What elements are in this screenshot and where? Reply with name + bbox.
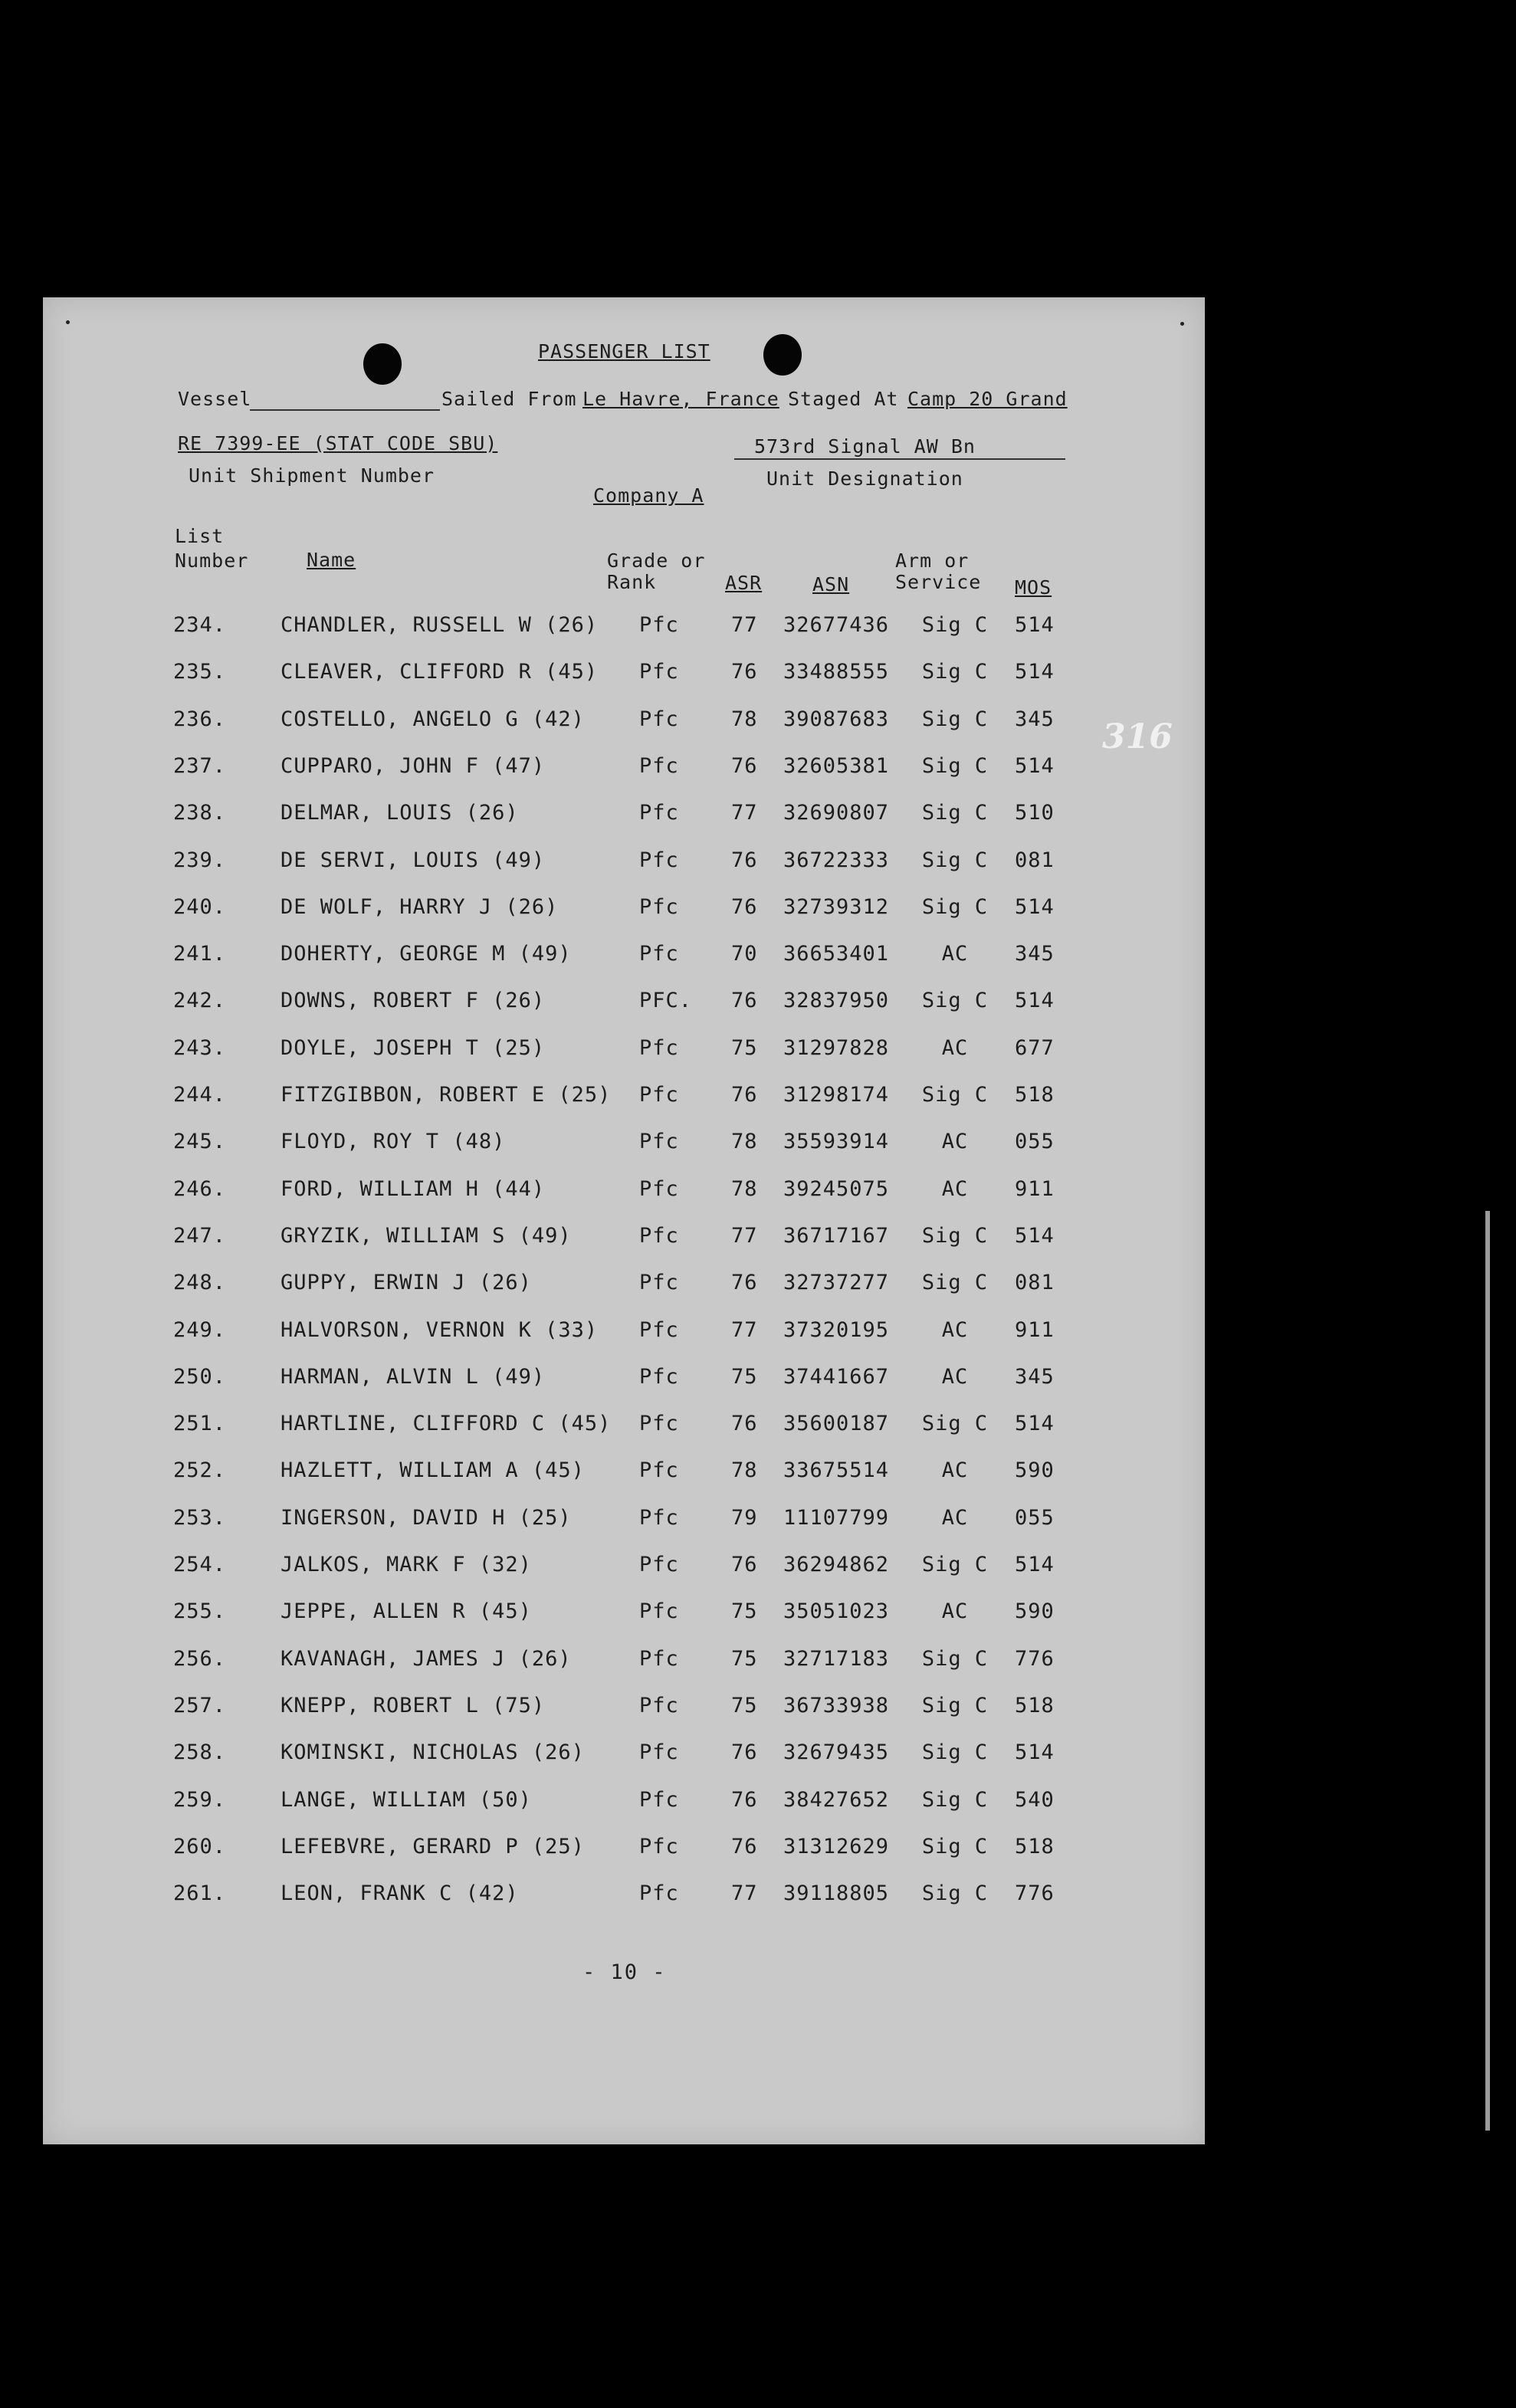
table-row	[43, 1835, 1205, 1873]
mos: 510	[1015, 801, 1055, 825]
passenger-name: JEPPE, ALLEN R (45)	[281, 1599, 532, 1624]
grade: Pfc	[639, 1083, 679, 1107]
arm-service: Sig C	[921, 613, 989, 637]
asn: 36722333	[783, 848, 890, 872]
table-row	[43, 801, 1205, 839]
arm-service: AC	[941, 1458, 969, 1483]
asr: 75	[731, 1693, 758, 1717]
asr: 75	[731, 1035, 758, 1060]
grade: PFC.	[639, 989, 693, 1013]
list-number: 253.	[173, 1505, 227, 1530]
punch-hole	[763, 334, 802, 376]
passenger-name: FITZGIBBON, ROBERT E (25)	[281, 1083, 612, 1107]
list-number: 248.	[173, 1271, 227, 1295]
sailed-from-label: Sailed From	[441, 388, 577, 410]
asn: 38427652	[783, 1787, 890, 1812]
col-header-list-number: List Number	[175, 525, 249, 572]
passenger-name: KOMINSKI, NICHOLAS (26)	[281, 1740, 585, 1765]
arm-service: Sig C	[921, 1881, 989, 1906]
arm-service: Sig C	[921, 1693, 989, 1717]
table-row	[43, 1271, 1205, 1309]
list-number: 257.	[173, 1693, 227, 1717]
passenger-name: DOWNS, ROBERT F (26)	[281, 989, 546, 1013]
mos: 677	[1015, 1035, 1055, 1060]
table-row	[43, 1458, 1205, 1497]
mos: 514	[1015, 660, 1055, 684]
arm-service: Sig C	[921, 894, 989, 919]
asn: 36653401	[783, 942, 890, 966]
passenger-name: CHANDLER, RUSSELL W (26)	[281, 613, 599, 637]
arm-service: AC	[941, 1505, 969, 1530]
page-stamp: 316	[1102, 717, 1173, 756]
asr: 76	[731, 894, 758, 919]
mos: 514	[1015, 613, 1055, 637]
grade: Pfc	[639, 1317, 679, 1342]
asr: 77	[731, 1223, 758, 1248]
passenger-name: LEFEBVRE, GERARD P (25)	[281, 1834, 585, 1858]
table-row	[43, 1083, 1205, 1121]
arm-service: AC	[941, 942, 969, 966]
asn: 37441667	[783, 1364, 890, 1389]
passenger-name: FORD, WILLIAM H (44)	[281, 1176, 546, 1201]
list-number: 238.	[173, 801, 227, 825]
asn: 39087683	[783, 707, 890, 731]
arm-service: Sig C	[921, 1834, 989, 1858]
arm-service: Sig C	[921, 1271, 989, 1295]
arm-service: AC	[941, 1035, 969, 1060]
document-page	[43, 297, 1205, 2144]
list-number: 254.	[173, 1553, 227, 1576]
asr: 76	[731, 660, 758, 684]
col-header-mos: MOS	[1015, 576, 1052, 599]
edge-strip	[1485, 1211, 1490, 2131]
unit-designation-label: Unit Designation	[766, 467, 963, 490]
passenger-name: CLEAVER, CLIFFORD R (45)	[281, 660, 599, 684]
arm-service: AC	[941, 1130, 969, 1154]
page-number: - 10 -	[582, 1960, 667, 1984]
asr: 77	[731, 801, 758, 825]
mos: 081	[1015, 848, 1055, 872]
list-number: 256.	[173, 1646, 227, 1671]
staged-at-label: Staged At	[788, 388, 899, 410]
asr: 75	[731, 1646, 758, 1671]
grade: Pfc	[639, 1881, 679, 1906]
col-header-grade: Grade or Rank	[607, 550, 706, 593]
table-row	[43, 1318, 1205, 1357]
asn: 33488555	[783, 660, 890, 684]
list-number: 249.	[173, 1317, 227, 1342]
asn: 32677436	[783, 613, 890, 637]
asn: 37320195	[783, 1317, 890, 1342]
arm-service: Sig C	[921, 753, 989, 778]
table-row	[43, 1694, 1205, 1732]
grade: Pfc	[639, 707, 679, 731]
speck	[66, 320, 70, 324]
col-header-arm-service: Arm or Service	[895, 550, 982, 593]
table-row	[43, 754, 1205, 792]
grade: Pfc	[639, 1035, 679, 1060]
asr: 78	[731, 1458, 758, 1483]
mos: 518	[1015, 1083, 1055, 1107]
asn: 32679435	[783, 1740, 890, 1765]
mos: 911	[1015, 1176, 1055, 1201]
list-number: 241.	[173, 942, 227, 966]
grade: Pfc	[639, 1130, 679, 1154]
list-number: 259.	[173, 1787, 227, 1812]
passenger-name: DOYLE, JOSEPH T (25)	[281, 1035, 546, 1060]
mos: 514	[1015, 1740, 1055, 1765]
asr: 75	[731, 1599, 758, 1624]
arm-service: AC	[941, 1599, 969, 1624]
grade: Pfc	[639, 801, 679, 825]
asr: 70	[731, 942, 758, 966]
table-row	[43, 660, 1205, 698]
table-row	[43, 707, 1205, 746]
mos: 514	[1015, 989, 1055, 1013]
list-number: 247.	[173, 1223, 227, 1248]
asn: 35600187	[783, 1412, 890, 1436]
vessel-label: Vessel	[178, 388, 252, 410]
table-row	[43, 1553, 1205, 1591]
asr: 75	[731, 1364, 758, 1389]
grade: Pfc	[639, 1223, 679, 1248]
grade: Pfc	[639, 1271, 679, 1295]
arm-service: Sig C	[921, 1553, 989, 1576]
mos: 590	[1015, 1599, 1055, 1624]
asr: 76	[731, 1271, 758, 1295]
mos: 518	[1015, 1834, 1055, 1858]
asn: 36294862	[783, 1553, 890, 1576]
arm-service: AC	[941, 1364, 969, 1389]
mos: 911	[1015, 1317, 1055, 1342]
asn: 32717183	[783, 1646, 890, 1671]
table-row	[43, 1224, 1205, 1262]
punch-hole	[363, 343, 402, 385]
mos: 345	[1015, 707, 1055, 731]
grade: Pfc	[639, 753, 679, 778]
document-title: PASSENGER LIST	[538, 340, 710, 363]
unit-designation-line	[734, 458, 1065, 460]
asn: 32690807	[783, 801, 890, 825]
passenger-name: DE SERVI, LOUIS (49)	[281, 848, 546, 872]
passenger-name: DOHERTY, GEORGE M (49)	[281, 942, 572, 966]
list-number: 255.	[173, 1599, 227, 1624]
asn: 36717167	[783, 1223, 890, 1248]
arm-service: Sig C	[921, 1412, 989, 1436]
table-row	[43, 1647, 1205, 1685]
asr: 76	[731, 1834, 758, 1858]
asn: 39118805	[783, 1881, 890, 1906]
grade: Pfc	[639, 894, 679, 919]
asr: 78	[731, 1176, 758, 1201]
arm-service: Sig C	[921, 848, 989, 872]
passenger-name: DE WOLF, HARRY J (26)	[281, 894, 559, 919]
asn: 36733938	[783, 1693, 890, 1717]
table-row	[43, 1881, 1205, 1920]
asr: 76	[731, 1412, 758, 1436]
mos: 514	[1015, 753, 1055, 778]
asn: 31298174	[783, 1083, 890, 1107]
mos: 514	[1015, 1223, 1055, 1248]
asn: 32737277	[783, 1271, 890, 1295]
asn: 32739312	[783, 894, 890, 919]
grade: Pfc	[639, 1646, 679, 1671]
table-row	[43, 989, 1205, 1027]
table-row	[43, 848, 1205, 887]
list-number: 251.	[173, 1412, 227, 1436]
table-row	[43, 1130, 1205, 1168]
passenger-name: GRYZIK, WILLIAM S (49)	[281, 1223, 572, 1248]
list-number: 243.	[173, 1035, 227, 1060]
table-row	[43, 1599, 1205, 1638]
col-header-asr: ASR	[725, 572, 763, 594]
passenger-name: LEON, FRANK C (42)	[281, 1881, 519, 1906]
grade: Pfc	[639, 1176, 679, 1201]
passenger-name: COSTELLO, ANGELO G (42)	[281, 707, 585, 731]
passenger-name: HALVORSON, VERNON K (33)	[281, 1317, 599, 1342]
grade: Pfc	[639, 1693, 679, 1717]
passenger-name: FLOYD, ROY T (48)	[281, 1130, 506, 1154]
asn: 32605381	[783, 753, 890, 778]
sailed-from-value: Le Havre, France	[582, 388, 779, 410]
list-number: 234.	[173, 613, 227, 637]
col-header-asn: ASN	[812, 573, 850, 595]
table-row	[43, 1506, 1205, 1544]
list-number: 240.	[173, 894, 227, 919]
asn: 11107799	[783, 1505, 890, 1530]
asr: 77	[731, 613, 758, 637]
mos: 345	[1015, 1364, 1055, 1389]
grade: Pfc	[639, 848, 679, 872]
list-number: 260.	[173, 1834, 227, 1858]
asr: 79	[731, 1505, 758, 1530]
asn: 35051023	[783, 1599, 890, 1624]
table-row	[43, 1788, 1205, 1826]
list-number: 250.	[173, 1364, 227, 1389]
table-row	[43, 942, 1205, 980]
asn: 31312629	[783, 1834, 890, 1858]
mos: 055	[1015, 1505, 1055, 1530]
unit-designation-value: 573rd Signal AW Bn	[754, 435, 976, 458]
passenger-name: HARMAN, ALVIN L (49)	[281, 1364, 546, 1389]
vessel-blank-line	[250, 409, 440, 411]
passenger-name: LANGE, WILLIAM (50)	[281, 1787, 532, 1812]
grade: Pfc	[639, 613, 679, 637]
list-number: 252.	[173, 1458, 227, 1483]
arm-service: Sig C	[921, 707, 989, 731]
passenger-name: KNEPP, ROBERT L (75)	[281, 1693, 546, 1717]
passenger-name: HARTLINE, CLIFFORD C (45)	[281, 1412, 612, 1436]
mos: 776	[1015, 1881, 1055, 1906]
grade: Pfc	[639, 1834, 679, 1858]
asr: 76	[731, 848, 758, 872]
mos: 776	[1015, 1646, 1055, 1671]
arm-service: Sig C	[921, 1646, 989, 1671]
mos: 055	[1015, 1130, 1055, 1154]
arm-service: AC	[941, 1317, 969, 1342]
grade: Pfc	[639, 1787, 679, 1812]
passenger-name: DELMAR, LOUIS (26)	[281, 801, 519, 825]
arm-service: Sig C	[921, 1083, 989, 1107]
list-number: 239.	[173, 848, 227, 872]
staged-at-value: Camp 20 Grand	[907, 388, 1068, 410]
list-number: 244.	[173, 1083, 227, 1107]
arm-service: Sig C	[921, 1787, 989, 1812]
mos: 514	[1015, 894, 1055, 919]
grade: Pfc	[639, 1364, 679, 1389]
asr: 76	[731, 1553, 758, 1576]
passenger-name: INGERSON, DAVID H (25)	[281, 1505, 572, 1530]
asr: 76	[731, 753, 758, 778]
list-number: 237.	[173, 753, 227, 778]
mos: 590	[1015, 1458, 1055, 1483]
asr: 76	[731, 1083, 758, 1107]
arm-service: Sig C	[921, 801, 989, 825]
grade: Pfc	[639, 1412, 679, 1436]
passenger-name: JALKOS, MARK F (32)	[281, 1553, 532, 1576]
speck	[1180, 322, 1184, 326]
list-number: 261.	[173, 1881, 227, 1906]
asr: 76	[731, 1787, 758, 1812]
mos: 518	[1015, 1693, 1055, 1717]
asr: 78	[731, 707, 758, 731]
grade: Pfc	[639, 660, 679, 684]
grade: Pfc	[639, 942, 679, 966]
table-row	[43, 613, 1205, 651]
table-row	[43, 1740, 1205, 1779]
table-row	[43, 1412, 1205, 1450]
arm-service: Sig C	[921, 1223, 989, 1248]
mos: 081	[1015, 1271, 1055, 1295]
mos: 514	[1015, 1412, 1055, 1436]
mos: 345	[1015, 942, 1055, 966]
asn: 39245075	[783, 1176, 890, 1201]
table-row	[43, 1036, 1205, 1074]
shipment-number-value: RE 7399-EE (STAT CODE SBU)	[178, 432, 498, 454]
arm-service: AC	[941, 1176, 969, 1201]
asn: 32837950	[783, 989, 890, 1013]
passenger-name: GUPPY, ERWIN J (26)	[281, 1271, 532, 1295]
list-number: 235.	[173, 660, 227, 684]
table-row	[43, 895, 1205, 933]
grade: Pfc	[639, 1740, 679, 1765]
shipment-number-label: Unit Shipment Number	[189, 464, 435, 487]
table-row	[43, 1365, 1205, 1403]
list-number: 258.	[173, 1740, 227, 1765]
asn: 35593914	[783, 1130, 890, 1154]
arm-service: Sig C	[921, 989, 989, 1013]
passenger-name: HAZLETT, WILLIAM A (45)	[281, 1458, 585, 1483]
asr: 77	[731, 1881, 758, 1906]
asr: 76	[731, 1740, 758, 1765]
asn: 31297828	[783, 1035, 890, 1060]
grade: Pfc	[639, 1599, 679, 1624]
arm-service: Sig C	[921, 660, 989, 684]
list-number: 245.	[173, 1130, 227, 1154]
list-number: 236.	[173, 707, 227, 731]
grade: Pfc	[639, 1553, 679, 1576]
passenger-name: KAVANAGH, JAMES J (26)	[281, 1646, 572, 1671]
table-row	[43, 1177, 1205, 1215]
asn: 33675514	[783, 1458, 890, 1483]
list-number: 246.	[173, 1176, 227, 1201]
grade: Pfc	[639, 1505, 679, 1530]
mos: 540	[1015, 1787, 1055, 1812]
col-header-name: Name	[307, 549, 356, 571]
list-number: 242.	[173, 989, 227, 1013]
mos: 514	[1015, 1553, 1055, 1576]
arm-service: Sig C	[921, 1740, 989, 1765]
passenger-name: CUPPARO, JOHN F (47)	[281, 753, 546, 778]
grade: Pfc	[639, 1458, 679, 1483]
asr: 76	[731, 989, 758, 1013]
asr: 78	[731, 1130, 758, 1154]
company-label: Company A	[593, 484, 704, 507]
asr: 77	[731, 1317, 758, 1342]
